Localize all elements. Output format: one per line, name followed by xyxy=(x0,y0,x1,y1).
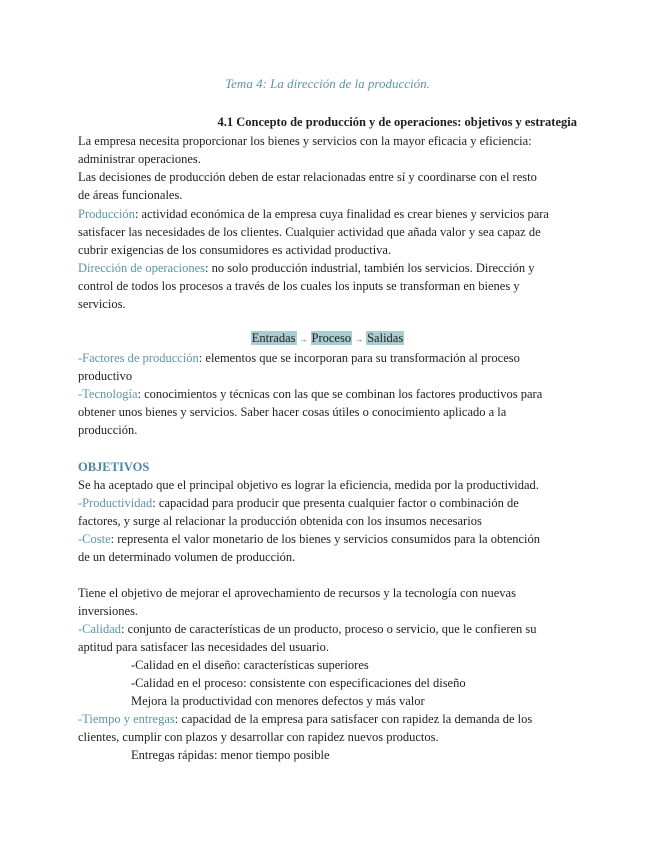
arrow-right-icon: → xyxy=(299,335,308,344)
calidad-term: -Calidad xyxy=(78,622,122,636)
calidad-sub-item: Mejora la productividad con menores defectos y más valor xyxy=(131,694,425,708)
productividad-line: factores, y surge al relacionar la producción obtenida con los insumos necesarios xyxy=(78,514,482,528)
intro-line: administrar operaciones. xyxy=(78,152,201,166)
factores-term: -Factores de producción xyxy=(78,351,199,365)
calidad-line: aptitud para satisfacer las necesidades del usuario. xyxy=(78,640,329,654)
tiempo-line xyxy=(78,710,532,728)
direccion-line: servicios. xyxy=(78,297,126,311)
flow-step-proceso: Proceso xyxy=(311,331,352,345)
tiempo-term: -Tiempo y entregas xyxy=(78,712,175,726)
produccion-line xyxy=(78,205,549,223)
coste-line: de un determinado volumen de producción. xyxy=(78,550,296,564)
tecnologia-text: : conocimientos y técnicas con las que se combinan los factores productivos para xyxy=(137,387,543,401)
intro-line: Las decisiones de producción deben de estar relacionadas entre sí y coordinarse con el resto xyxy=(78,170,537,184)
produccion-line: satisfacer las necesidades de los clientes. Cualquier actividad que añada valor y sea capaz de xyxy=(78,225,541,239)
coste-term: -Coste xyxy=(78,532,111,546)
direccion-line xyxy=(78,259,534,277)
coste-line xyxy=(78,530,540,548)
arrow-right-icon: → xyxy=(355,335,364,344)
flow-step-salidas: Salidas xyxy=(367,331,404,345)
productividad-text: : capacidad para producir que presenta cualquier factor o combinación de xyxy=(152,496,519,510)
objetivos-intro: Se ha aceptado que el principal objetivo es lograr la eficiencia, medida por la productividad. xyxy=(78,478,539,492)
direccion-line: control de todos los procesos a través de los cuales los inputs se transforman en bienes y xyxy=(78,279,520,293)
intro-line: de áreas funcionales. xyxy=(78,188,183,202)
tiempo-sub-item: Entregas rápidas: menor tiempo posible xyxy=(131,748,330,762)
tiempo-text: : capacidad de la empresa para satisfacer con rapidez la demanda de los xyxy=(174,712,533,726)
calidad-sub-item: -Calidad en el proceso: consistente con especificaciones del diseño xyxy=(131,676,466,690)
tiempo-line: clientes, cumplir con plazos y desarrollar con rapidez nuevos productos. xyxy=(78,730,439,744)
calidad-text: : conjunto de características de un producto, proceso o servicio, que le confieren su xyxy=(121,622,537,636)
factores-text: : elementos que se incorporan para su transformación al proceso xyxy=(198,351,520,365)
calidad-sub-item: -Calidad en el diseño: características superiores xyxy=(131,658,369,672)
direccion-term: Dirección de operaciones xyxy=(78,261,206,275)
intro-line: La empresa necesita proporcionar los bienes y servicios con la mayor eficacia y eficiencia: xyxy=(78,134,532,148)
produccion-line: cubrir exigencias de los consumidores es actividad productiva. xyxy=(78,243,392,257)
factores-line xyxy=(78,349,520,367)
tecnologia-term: -Tecnología xyxy=(78,387,138,401)
direccion-text: : no solo producción industrial, también los servicios. Dirección y xyxy=(205,261,535,275)
mejora-line: inversiones. xyxy=(78,604,139,618)
tecnologia-line: obtener unos bienes y servicios. Saber hacer cosas útiles o conocimiento aplicado a la xyxy=(78,405,507,419)
mejora-line: Tiene el objetivo de mejorar el aprovechamiento de recursos y la tecnología con nuevas xyxy=(78,586,516,600)
document-title: Tema 4: La dirección de la producción. xyxy=(225,76,430,91)
factores-line: productivo xyxy=(78,369,133,383)
objetivos-heading: OBJETIVOS xyxy=(78,460,150,474)
tecnologia-line xyxy=(78,385,542,403)
process-flow xyxy=(0,331,655,346)
section-heading: 4.1 Concepto de producción y de operaciones: objetivos y estrategia xyxy=(217,115,577,129)
produccion-term: Producción xyxy=(78,207,135,221)
tecnologia-line: producción. xyxy=(78,423,138,437)
coste-text: : representa el valor monetario de los bienes y servicios consumidos para la obtención xyxy=(110,532,541,546)
flow-step-entradas: Entradas xyxy=(251,331,296,345)
productividad-term: -Productividad xyxy=(78,496,153,510)
produccion-text: : actividad económica de la empresa cuya finalidad es crear bienes y servicios para xyxy=(134,207,549,221)
calidad-line xyxy=(78,620,537,638)
productividad-line xyxy=(78,494,519,512)
